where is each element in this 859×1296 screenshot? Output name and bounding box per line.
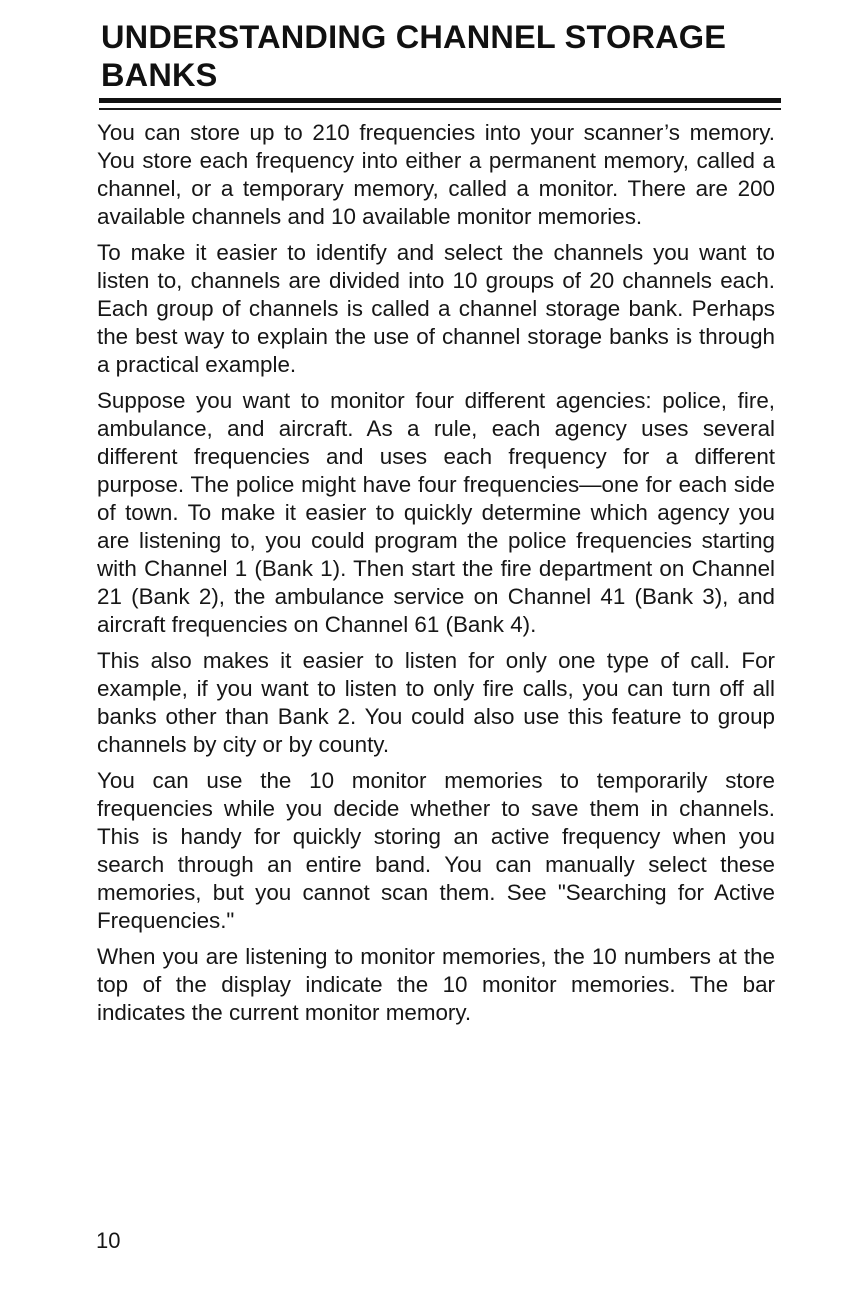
title-rule-thin [99, 108, 781, 110]
body-text [97, 119, 775, 1035]
paragraph-bank-selection: This also makes it easier to listen for only one type of call. For example, if you want to listen to only fire calls, you can turn off all banks other than Bank 2. You could also use this feature to group channels by city or by county. [97, 648, 775, 757]
title-rule-thick [99, 98, 781, 103]
page-number: 10 [96, 1228, 121, 1253]
page-title: UNDERSTANDING CHANNEL STORAGE BANKS [101, 19, 727, 93]
paragraph-monitor-memories: You can use the 10 monitor memories to temporarily store frequencies while you decide whether to save them in channels. This is handy for quickly storing an active frequency when you search through an entire band. You can manually select these memories, but you cannot scan them. See "Searching for Active Frequencies." [97, 768, 775, 933]
paragraph-display-indicator: When you are listening to monitor memories, the 10 numbers at the top of the display indicate the 10 monitor memories. The bar indicates the current monitor memory. [97, 944, 775, 1025]
paragraph-agency-example: Suppose you want to monitor four different agencies: police, fire, ambulance, and aircraft. As a rule, each agency uses several different frequencies and uses each frequency for a different purpose. The police might have four frequencies—one for each side of town. To make it easier to quickly determine which agency you are listening to, you could program the police frequencies starting with Channel 1 (Bank 1). Then start the fire department on Channel 21 (Bank 2), the ambulance service on Channel 41 (Bank 3), and aircraft frequencies on Channel 61 (Bank 4). [97, 388, 775, 637]
paragraph-memory-overview: You can store up to 210 frequencies into your scanner’s memory. You store each frequency into either a permanent memory, called a channel, or a temporary memory, called a monitor. There are 200 available channels and 10 available monitor memories. [97, 120, 775, 229]
paragraph-storage-banks: To make it easier to identify and select the channels you want to listen to, channels are divided into 10 groups of 20 channels each. Each group of channels is called a channel storage bank. Perhaps the best way to explain the use of channel storage banks is through a practical example. [97, 240, 775, 377]
